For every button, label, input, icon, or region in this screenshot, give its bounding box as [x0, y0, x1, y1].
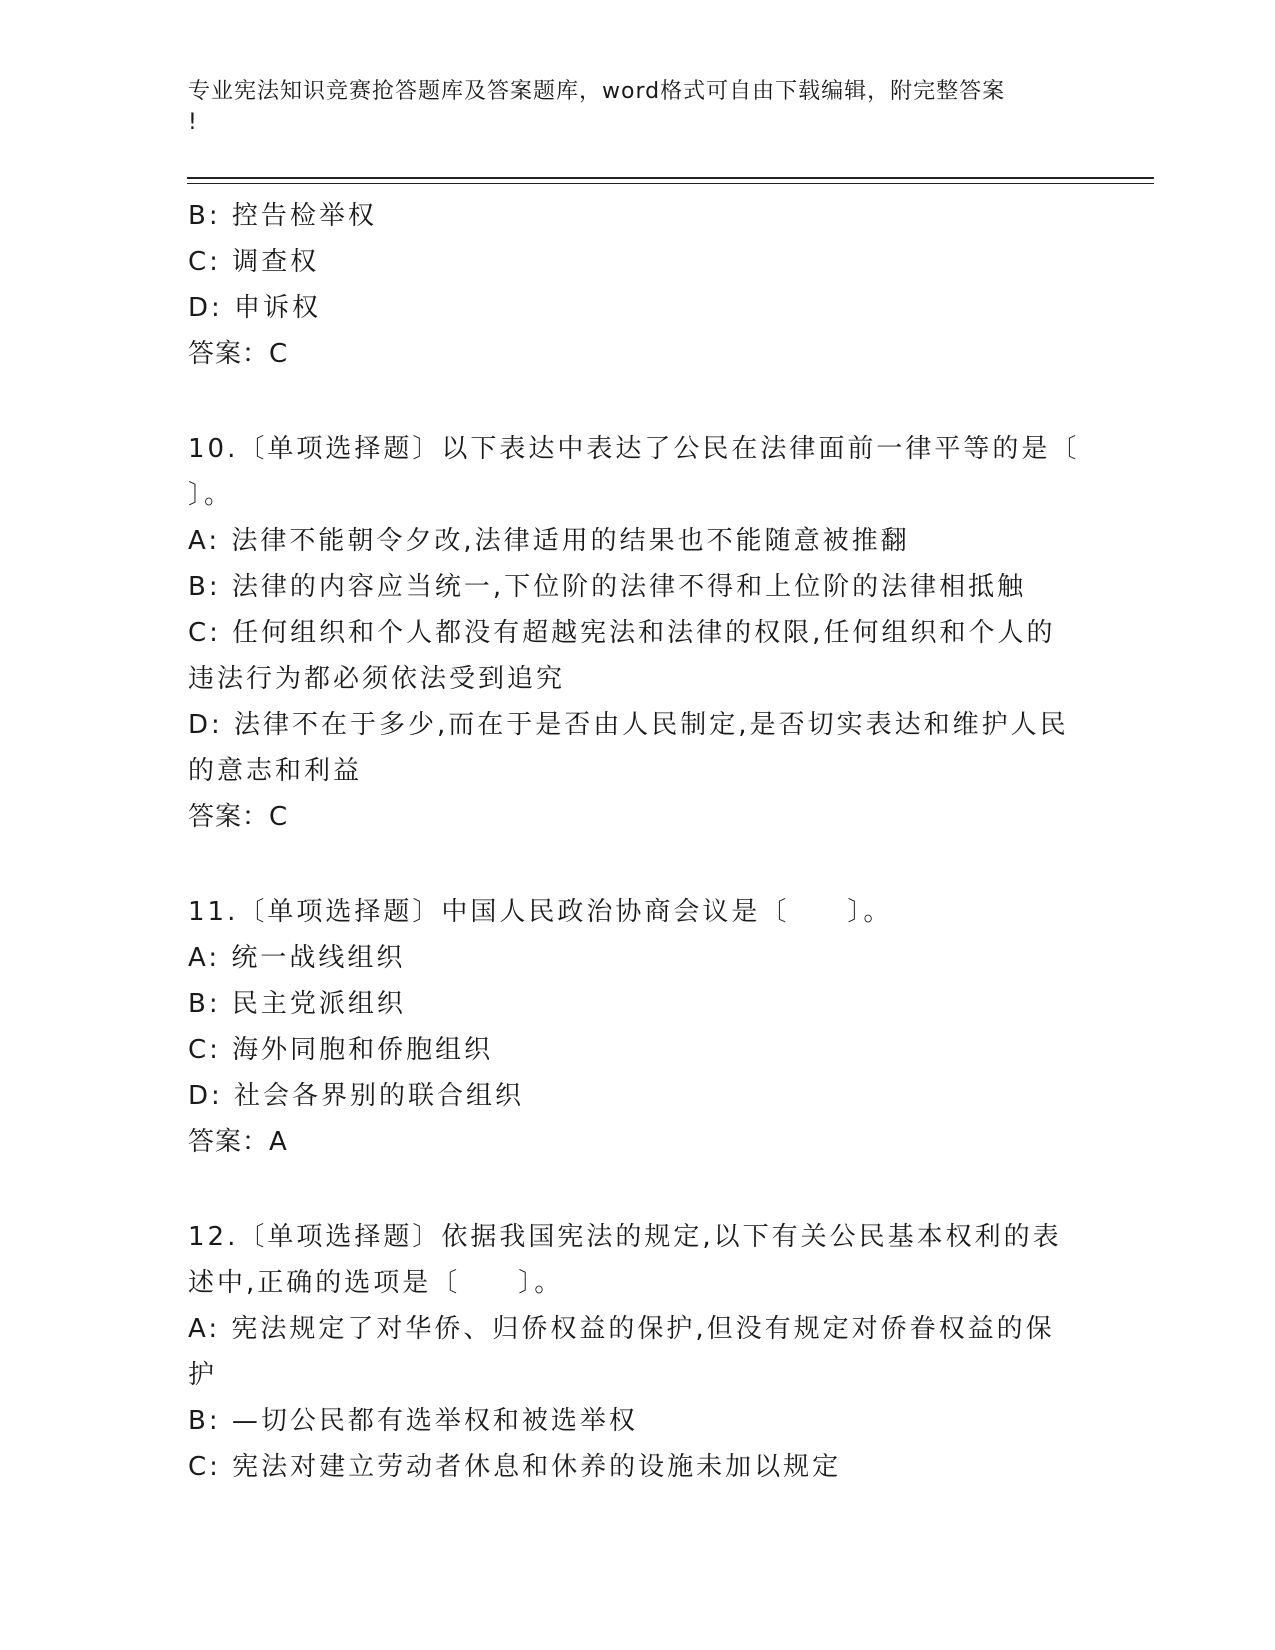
question-stem: 11.〔单项选择题〕中国人民政治协商会议是〔 〕。 [188, 897, 893, 927]
question-12 [188, 1214, 1088, 1490]
option-d: D: 社会各界别的联合组织 [188, 1081, 525, 1111]
option-a: A: 统一战线组织 [188, 943, 406, 973]
header-rule-thin [187, 183, 1154, 184]
question-11 [188, 889, 1088, 1165]
option-d: D: 申诉权 [188, 293, 322, 323]
question-stem: 10.〔单项选择题〕以下表达中表达了公民在法律面前一律平等的是〔 [188, 434, 1080, 464]
option-d: D: 法律不在于多少,而在于是否由人民制定,是否切实表达和维护人民 [188, 710, 1069, 740]
option-b: B: 法律的内容应当统一,下位阶的法律不得和上位阶的法律相抵触 [188, 572, 1027, 602]
option-a: A: 法律不能朝令夕改,法律适用的结果也不能随意被推翻 [188, 526, 910, 556]
question-9-tail [188, 193, 1088, 377]
option-b: B: 控告检举权 [188, 201, 377, 231]
answer: 答案：C [188, 339, 289, 369]
option-a-cont: 护 [188, 1360, 218, 1390]
option-d-cont: 的意志和利益 [188, 756, 363, 786]
header-title: 专业宪法知识竞赛抢答题库及答案题库，word格式可自由下载编辑，附完整答案 [188, 79, 1006, 104]
question-stem: 12.〔单项选择题〕依据我国宪法的规定,以下有关公民基本权利的表 [188, 1222, 1062, 1252]
option-b: B: —切公民都有选举权和被选举权 [188, 1406, 638, 1436]
header-title-cont: ! [188, 110, 198, 135]
option-c: C: 海外同胞和侨胞组织 [188, 1035, 494, 1065]
option-c: C: 调查权 [188, 247, 320, 277]
question-stem-cont: 述中,正确的选项是〔 〕。 [188, 1268, 564, 1298]
option-b: B: 民主党派组织 [188, 989, 406, 1019]
option-c: C: 宪法对建立劳动者休息和休养的设施未加以规定 [188, 1452, 842, 1482]
option-a: A: 宪法规定了对华侨、归侨权益的保护,但没有规定对侨眷权益的保 [188, 1314, 1055, 1344]
document-header [188, 76, 1068, 138]
header-rule-thick [187, 177, 1154, 179]
question-list [188, 193, 1088, 1490]
answer: 答案：C [188, 802, 289, 832]
question-10 [188, 426, 1088, 840]
answer: 答案：A [188, 1127, 288, 1157]
option-c-cont: 违法行为都必须依法受到追究 [188, 664, 566, 694]
question-stem-cont: 〕。 [188, 480, 234, 510]
option-c: C: 任何组织和个人都没有超越宪法和法律的权限,任何组织和个人的 [188, 618, 1056, 648]
